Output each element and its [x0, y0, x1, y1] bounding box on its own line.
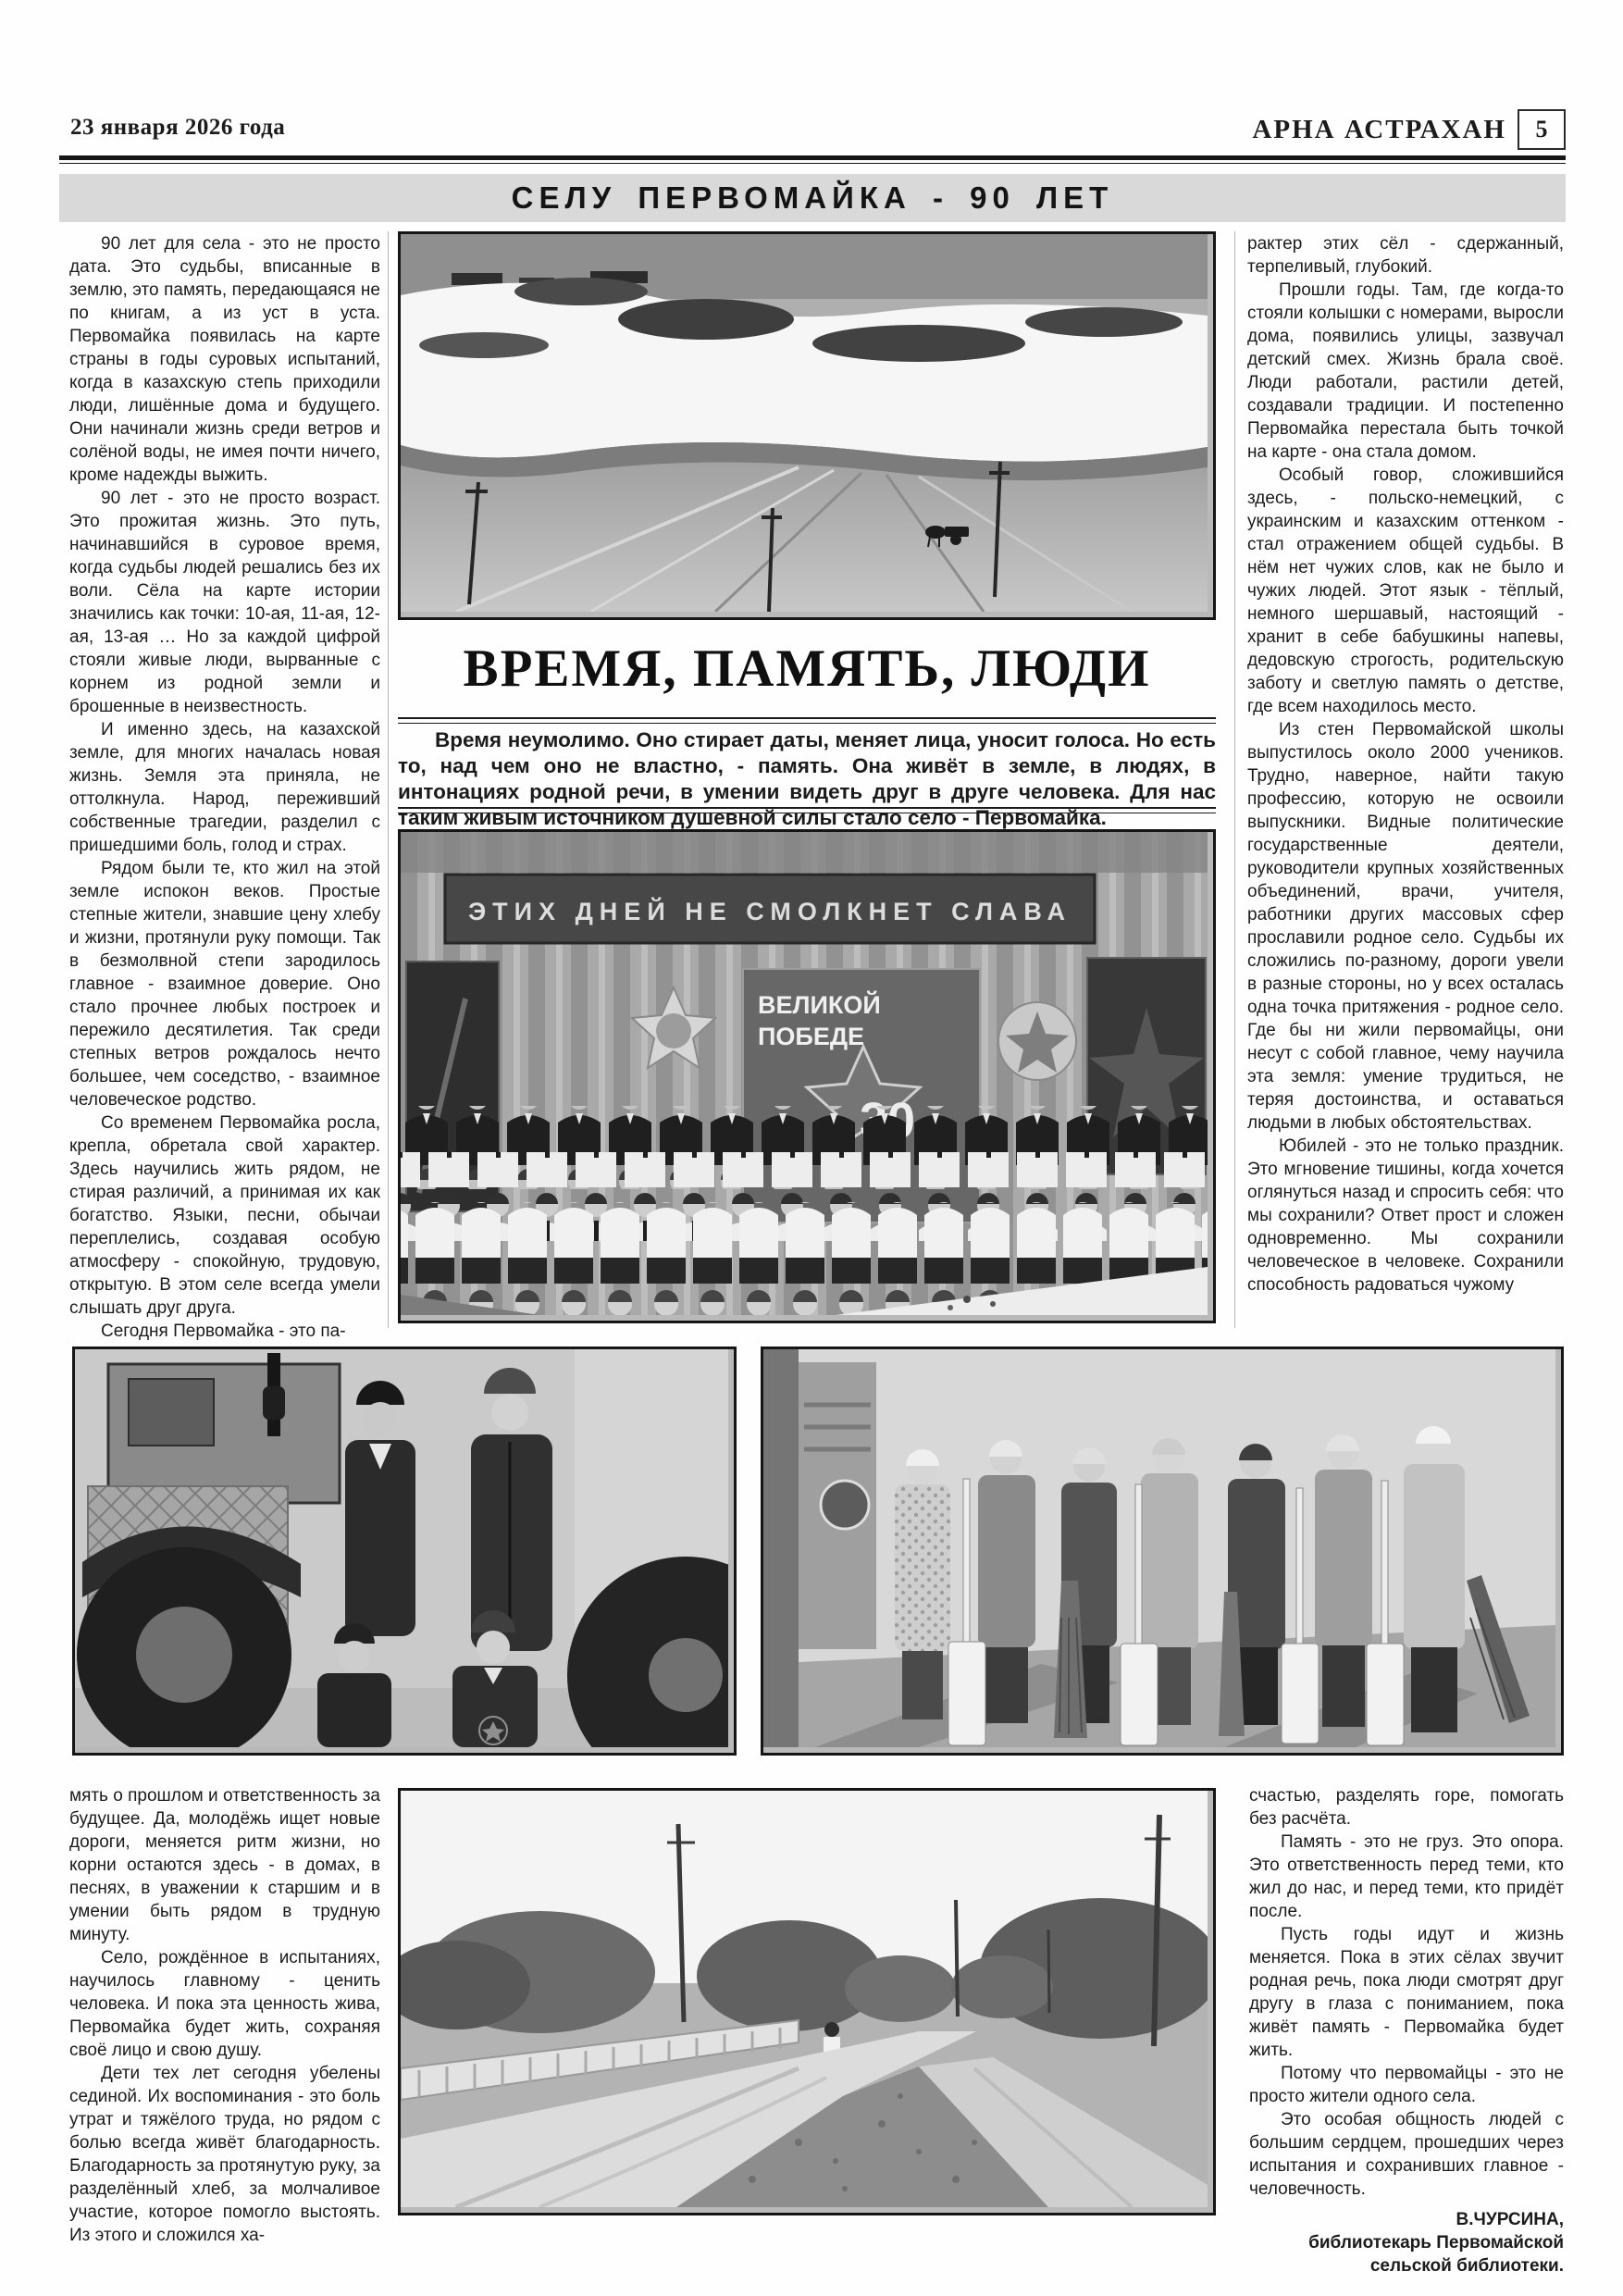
column-right-top: [1247, 232, 1564, 1297]
body-paragraph: Дети тех лет сегодня убелены сединой. Их воспоминания - это боль утрат и тяжёлого труда, но рядом с болью всегда живёт благодарность. Благодарность за протянутую руку, за разделённый хлеб, за молчаливое участие, которое помогло выстоять. Из этого и сложился ха-: [69, 2064, 380, 2245]
woman-figure: [1404, 1426, 1465, 1732]
poster-word-1: ВЕЛИКОЙ: [758, 991, 881, 1019]
choir-banner-text: ЭТИХ ДНЕЙ НЕ СМОЛКНЕТ СЛАВА: [467, 898, 1072, 925]
photo-tractor-crew: [72, 1347, 737, 1756]
article-headline: ВРЕМЯ, ПАМЯТЬ, ЛЮДИ: [463, 639, 1151, 698]
body-paragraph: Память - это не груз. Это опора. Это ответственность перед теми, кто жил до нас, и перед теми, кто придёт после.: [1249, 1832, 1564, 1921]
photo-choir-on-stage: [398, 829, 1216, 1323]
body-paragraph: счастью, разделять горе, помогать без расчёта.: [1249, 1786, 1564, 1829]
section-banner: СЕЛУ ПЕРВОМАЙКА - 90 ЛЕТ: [59, 174, 1566, 222]
column-right-bottom: [1249, 1784, 1564, 2277]
lede-paragraph: Время неумолимо. Оно стирает даты, меняет лица, уносит голоса. Но есть то, над чем оно не властно, - память. Она живёт в земле, в людях, в интонациях родной речи, в умении видеть друг в друге человека. Для нас таким живым источником душевной силы стало село - Первомайка.: [398, 728, 1216, 829]
body-paragraph: Рядом были те, кто жил на этой земле испокон веков. Простые степные жители, знавшие цену хлебу и жизни, протянули руку помощи. Так в безмолвной степи зародилось главное - взаимное доверие. Оно стало прочнее любых построек и пережило десятилетия. Так среди степных ветров рождалось нечто большее, чем соседство, - взаимное человеческое родство.: [69, 859, 380, 1110]
body-paragraph: рактер этих сёл - сдержанный, терпеливый, глубокий.: [1247, 234, 1564, 277]
signature-name: В.ЧУРСИНА,: [1456, 2210, 1564, 2229]
page-number-box: 5: [1518, 109, 1566, 150]
photo-village-road: [398, 1788, 1216, 2215]
body-paragraph: И именно здесь, на казахской земле, для многих началась новая жизнь. Земля эта приняла, не оттолкнула. Народ, переживший собственные трагедии, разделил с пришедшими боль, голод и страх.: [69, 720, 380, 855]
body-paragraph: Из стен Первомайской школы выпустилось около 2000 учеников. Трудно, наверное, найти такую профессию, которую не освоили выпускники. Видные политические государственные деятели, руководители крупных хозяйственных объединений, врачи, учителя, работники других массовых сфер прославили родное село. Судьбы их сложились по-разному, дороги увели в разные стороны, но у всех осталась одна точка притяжения - родное село. Где бы ни жили первомайцы, они несут с собой главное, чему научила эта земля: умение трудиться, не теряя достоинства, и оставаться людьми в любых обстоятельствах.: [1247, 720, 1564, 1133]
body-paragraph: Село, рождённое в испытаниях, научилось главному - ценить человека. И пока эта ценность жива, Первомайка будет жить, сохраняя своё лицо и свою душу.: [69, 1948, 380, 2060]
body-paragraph: Потому что первомайцы - это не просто жители одного села.: [1249, 2064, 1564, 2106]
woman-figure: [1315, 1434, 1372, 1727]
body-paragraph: Со временем Первомайка росла, крепла, обретала свой характер. Здесь научились жить рядом, не стирая различий, а принимая их как богатство. Языки, песни, обычаи переплелись, создавая особую атмосферу - спокойную, трудовую, открытую. В этом селе всегда умели слышать друг друга.: [69, 1113, 380, 1318]
woman-figure: [895, 1449, 950, 1719]
body-paragraph: Прошли годы. Там, где когда-то стояли колышки с номерами, выросли дома, появились улицы, зазвучал детский смех. Жизнь брала своё. Люди работали, растили детей, создавали традиции. И постепенно Первомайка перестала быть точкой на карте - она стала домом.: [1247, 280, 1564, 462]
body-paragraph: Особый говор, сложившийся здесь, - польско-немецкий, с украинским и казахским оттенком - стал отражением общей судьбы. В нём нет чужих слов, как не было и чужих людей. Этот язык - тёплый, немного шершавый, настоящий - хранит в себе бабушкины напевы, дедовскую строгость, родительскую заботу и светлую память о детстве, где всем находилось место.: [1247, 465, 1564, 716]
column-left-bottom: [69, 1784, 380, 2247]
header-date: 23 января 2026 года: [70, 115, 286, 140]
body-paragraph: 90 лет - это не просто возраст. Это прожитая жизнь. Это путь, начинавшийся в суровое время, когда судьбы людей решались без их воли. Сёла на карте истории значились как точки: 10-ая, 11-ая, 12-ая, 13-ая … Но за каждой цифрой стояли живые люди, вырванные с корнем из родной земли и брошенные в неизвестность.: [69, 489, 380, 716]
lede-rule-top: [398, 717, 1216, 724]
body-paragraph: Юбилей - это не только праздник. Это мгновение тишины, когда хочется оглянуться назад и спросить себя: что мы сохранили? Ответ прост и сложен одновременно. Мы сохранили человеческое в человеке. Сохранили способность радоваться чужому: [1247, 1136, 1564, 1295]
body-paragraph: мять о прошлом и ответственность за будущее. Да, молодёжь ищет новые дороги, меняется ритм жизни, но корни остаются здесь - в домах, в песнях, в уважении к старшим и в умении быть рядом в трудную минуту.: [69, 1786, 380, 1944]
lede-rule-bottom: [398, 807, 1216, 813]
column-separator-right: [1234, 231, 1235, 1328]
signature-block: [1249, 2208, 1564, 2277]
body-paragraph: 90 лет для села - это не просто дата. Это судьбы, вписанные в землю, это память, передающаяся не по книгам, а из уст в уста. Первомайка появилась на карте страны в годы суровых испытаний, когда в казахскую степь приходили люди, лишённые дома и будущего. Они начинали жизнь среди ветров и солёной воды, не имея почти ничего, кроме надежды выжить.: [69, 234, 380, 485]
photo-steppe-landscape: [398, 231, 1216, 620]
photo-women-with-brooms: [761, 1347, 1564, 1756]
header-rule: [59, 155, 1566, 164]
column-separator-left: [388, 231, 389, 1328]
body-paragraph: Пусть годы идут и жизнь меняется. Пока в этих сёлах звучит родная речь, пока люди смотрят друг другу в глаза с пониманием, пока живёт память - Первомайка будет жить.: [1249, 1925, 1564, 2060]
body-paragraph: Сегодня Первомайка - это па-: [101, 1322, 346, 1341]
body-paragraph: Это особая общность людей с большим сердцем, прошедших через испытания и сохранивших главное - человечность.: [1249, 2110, 1564, 2199]
signature-role: библиотекарь Первомайской сельской библиотеки.: [1308, 2233, 1564, 2276]
masthead-title: АРНА АСТРАХАН: [1252, 114, 1506, 144]
column-left-top: [69, 232, 380, 1343]
header-right: [1252, 109, 1566, 150]
woman-figure: [978, 1440, 1035, 1723]
poster-word-2: ПОБЕДЕ: [758, 1023, 865, 1050]
lede-block: [398, 727, 1216, 831]
